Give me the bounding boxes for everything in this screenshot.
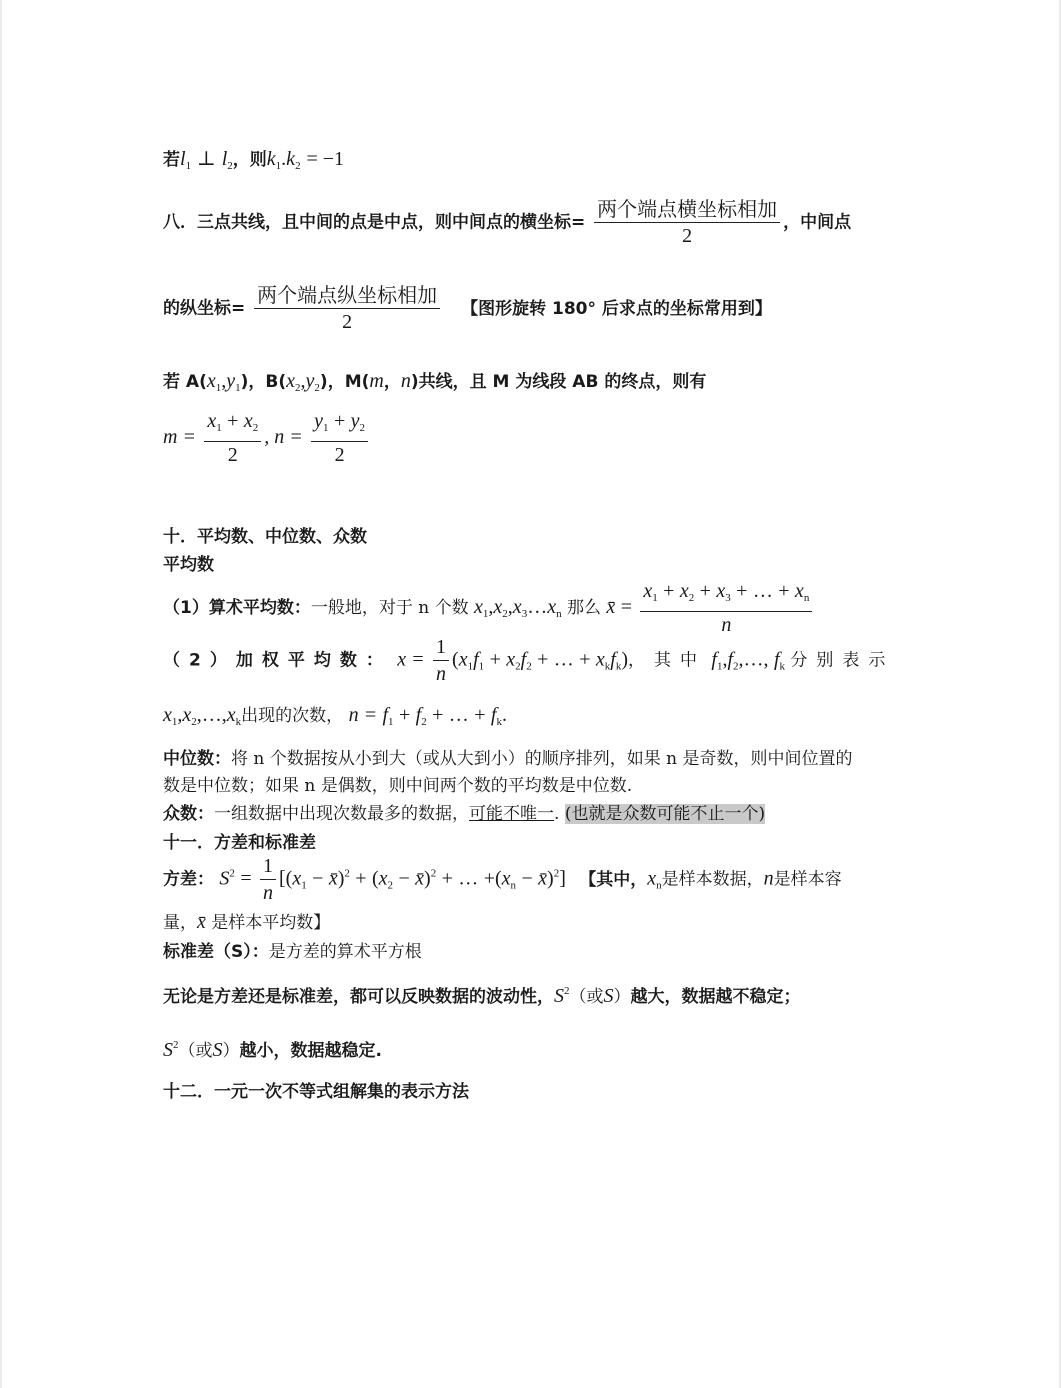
highlighted-note: (也就是众数可能不止一个) bbox=[564, 804, 766, 824]
variance-fraction: $\frac{1}{n}$ bbox=[260, 855, 276, 904]
y-midpoint-fraction: $\frac{\text{两个端点纵坐标相加}}{2}$ bbox=[254, 284, 440, 333]
x-midpoint-fraction: $\frac{\text{两个端点横坐标相加}}{2}$ bbox=[594, 198, 780, 247]
median-definition-line-2: 数是中位数；如果 n 是偶数，则中间两个数的平均数是中位数. bbox=[163, 776, 633, 796]
section-10-heading: 十．平均数、中位数、众数 bbox=[163, 527, 367, 547]
weighted-mean: （2）加权平均数： x = $\frac{1}{n}$ ($x_1f_1 + x_2f_2$ + … + $x_kf_k$)，其中 $f_1,f_2,\dots$, $f_k$ 分别表示 bbox=[163, 636, 895, 685]
section-11-heading: 十一．方差和标准差 bbox=[163, 833, 316, 853]
median-definition-line-1: 中位数：将 n 个数据按从小到大（或从大到小）的顺序排列，如果 n 是奇数，则中间位置的 bbox=[163, 749, 853, 769]
volatility-statement-line-2: $S^2$（或S）越小，数据越稳定. bbox=[163, 1039, 382, 1061]
weighted-mean-counts: $x_1,x_2,\dots,x_k$出现的次数， $n = f_1 + f_2$ + … + $f_k$. bbox=[163, 704, 507, 728]
section-8-line-2: 的纵坐标= $\frac{\text{两个端点纵坐标相加}}{2}$ 【图形旋转 180° 后求点的坐标常用到】 bbox=[163, 283, 772, 333]
section-12-heading: 十二．一元一次不等式组解集的表示方法 bbox=[163, 1082, 469, 1102]
variance-formula: 方差： $S^2$ = $\frac{1}{n}$ [($x_1$ − x̄)$^2$ + ($x_2$ − x̄)$^2$ + … $+(x_n$ − x̄)$^2$] 【其中，$x_n$是样本数据，n是样本容 bbox=[163, 855, 842, 904]
midpoint-formula: m = $\frac{x_1 + x_2}{2}$ , n = $\frac{y_1 + y_2}{2}$ bbox=[163, 410, 371, 466]
underlined-not-unique: 可能不唯一 bbox=[469, 804, 554, 824]
mode-definition: 众数：一组数据中出现次数最多的数据，可能不唯一. (也就是众数可能不止一个) bbox=[163, 804, 766, 824]
mean-subheading: 平均数 bbox=[163, 555, 214, 575]
page-edge-left bbox=[0, 0, 2, 1388]
perpendicular-slope-rule: 若$l_1$ ⊥ $l_2$，则$k_1.k_2 = -1$ bbox=[163, 148, 345, 172]
std-deviation-definition: 标准差（S）：是方差的算术平方根 bbox=[163, 942, 422, 962]
m-fraction: $\frac{x_1 + x_2}{2}$ bbox=[204, 410, 261, 466]
section-8-line-1: 八．三点共线，且中间的点是中点，则中间点的横坐标= $\frac{\text{两个端点横坐标相加}}{2}$ ，中间点 bbox=[163, 197, 852, 247]
rotation-note: 【图形旋转 180° 后求点的坐标常用到】 bbox=[461, 298, 772, 319]
arithmetic-mean-fraction: $\frac{x_1 + x_2 + x_3 + \dots + x_n}{n}$ bbox=[640, 580, 812, 636]
collinear-statement: 若 $A(x_1,y_1)$，$B(x_2,y_2)$，M(m，n)共线，且 M 为线段 AB 的终点，则有 bbox=[163, 370, 707, 394]
n-fraction: $\frac{y_1 + y_2}{2}$ bbox=[311, 410, 368, 466]
volatility-statement-line-1: 无论是方差还是标准差，都可以反映数据的波动性，$S^2$（或S）越大，数据越不稳定； bbox=[163, 985, 801, 1007]
section-8-heading: 八．三点共线，且中间的点是中点，则中间点的横坐标= bbox=[163, 212, 586, 233]
arithmetic-mean: （1）算术平均数：一般地，对于 n 个数 $x_1,x_2,x_3\dots x_n$ 那么 x̄ = $\frac{x_1 + x_2 + x_3 + \dots + x_n}{n}$ bbox=[163, 580, 815, 636]
weighted-mean-fraction: $\frac{1}{n}$ bbox=[433, 636, 449, 685]
variance-note-line-2: 量，x̄ 是样本平均数】 bbox=[163, 911, 331, 933]
